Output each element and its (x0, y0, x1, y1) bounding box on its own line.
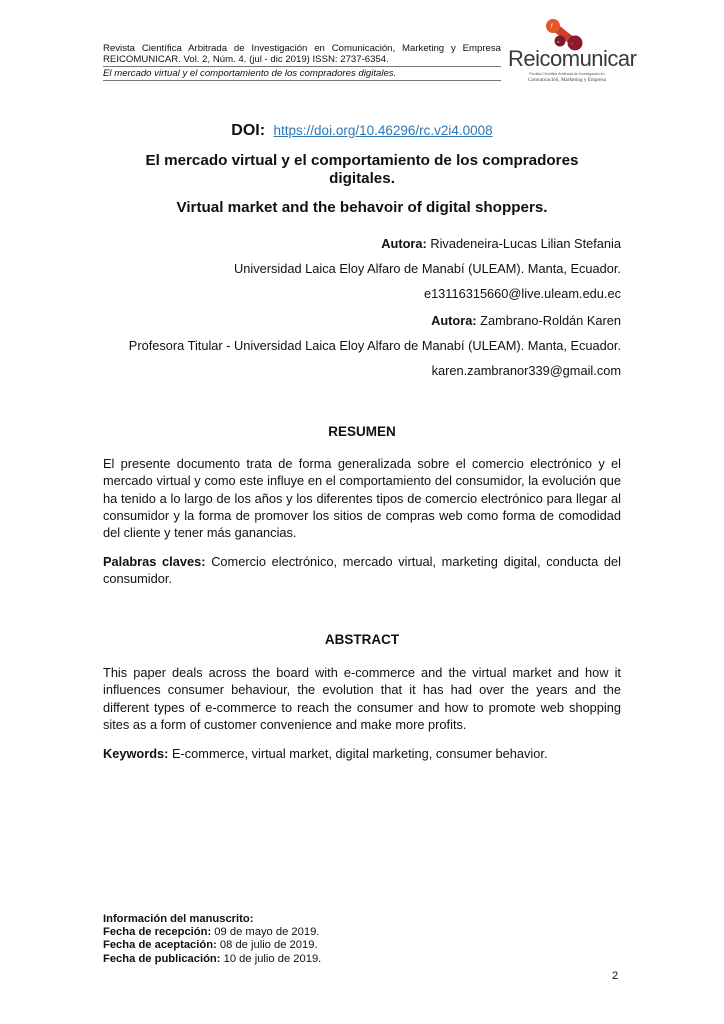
received-date: 09 de mayo de 2019. (214, 926, 320, 939)
author-name: Zambrano-Roldán Karen (480, 313, 621, 328)
author-email: e13116315660@live.uleam.edu.ec (423, 286, 621, 301)
running-title: El mercado virtual y el comportamiento de los compradores digitales. (103, 68, 397, 79)
resumen-body: El presente documento trata de forma generalizada sobre el comercio electrónico y el mercado virtual y como este influye en el comportamiento del consumidor, la evolución que ha tenido a lo largo de los años y los diferentes tipos de comercio electrónico para llegar al consumidor y la forma de promover los sitios de compras web como forma de comodidad del cliente y tener más ganancias. (103, 456, 621, 541)
author-email: karen.zambranor339@gmail.com (431, 363, 621, 378)
doi-line (0, 122, 724, 140)
journal-volume-line: REICOMUNICAR. Vol. 2, Núm. 4. (jul - dic 2019) ISSN: 2737-6354. (103, 54, 389, 65)
header-divider (103, 66, 501, 67)
title-spanish: El mercado virtual y el comportamiento de los compradores digitales. (145, 152, 579, 187)
resumen-heading: RESUMEN (328, 424, 396, 439)
manuscript-info-heading: Información del manuscrito: (103, 913, 254, 925)
journal-name-line: Revista Científica Arbitrada de Investigación en Comunicación, Marketing y Empresa (103, 43, 501, 54)
title-english: Virtual market and the behavoir of digital shoppers. (176, 199, 548, 216)
svg-text:~: ~ (571, 41, 574, 46)
svg-text:••: •• (557, 40, 560, 44)
author-label: Autora: (381, 236, 427, 251)
abstract-heading: ABSTRACT (324, 632, 400, 647)
received-label: Fecha de recepción: (103, 926, 212, 939)
header-divider (103, 80, 501, 81)
doi-label: DOI: (231, 122, 266, 139)
svg-text:f: f (551, 24, 553, 30)
accepted-date: 08 de julio de 2019. (219, 939, 318, 952)
resumen-keywords (103, 553, 621, 588)
author-name-line (61, 236, 621, 261)
author-affiliation: Universidad Laica Eloy Alfaro de Manabí (ULEAM). Manta, Ecuador. (234, 261, 621, 276)
keywords-text: Comercio electrónico, mercado virtual, marketing digital, conducta del consumidor. (103, 554, 621, 587)
logo-tagline: Comunicación, Marketing y Empresa (528, 77, 606, 83)
author-block-2 (61, 313, 621, 388)
keywords-label: Keywords: (103, 746, 169, 761)
published-label: Fecha de publicación: (103, 952, 221, 965)
author-affiliation: Profesora Titular - Universidad Laica Eloy Alfaro de Manabí (ULEAM). Manta, Ecuador. (128, 338, 621, 353)
published-date-line (103, 953, 321, 966)
logo-tagline-small: Revista Científica Arbitrada de Investigación en (529, 72, 605, 76)
page-number: 2 (612, 970, 619, 982)
abstract-body: This paper deals across the board with e-commerce and the virtual market and how it influences consumer behaviour, the evolution that it has had over the years and the different types of e-commerce to reach the consumer and how to promote web shopping sites as a form of customer convenience and make more profits. (103, 665, 621, 732)
abstract-keywords (103, 745, 621, 762)
accepted-date-line (103, 939, 321, 952)
keywords-text: E-commerce, virtual market, digital marketing, consumer behavior. (171, 746, 548, 761)
published-date: 10 de julio de 2019. (223, 952, 322, 965)
author-label: Autora: (431, 313, 477, 328)
manuscript-info (103, 913, 321, 966)
doi-link[interactable]: https://doi.org/10.46296/rc.v2i4.0008 (273, 123, 493, 138)
journal-logo (508, 18, 637, 90)
received-date-line (103, 926, 321, 939)
keywords-label: Palabras claves: (103, 554, 206, 569)
author-block-1 (61, 236, 621, 311)
author-name-line (61, 313, 621, 338)
accepted-label: Fecha de aceptación: (103, 939, 217, 952)
author-name: Rivadeneira-Lucas Lilian Stefania (430, 236, 621, 251)
logo-wordmark: Reicomunicar (508, 46, 637, 71)
